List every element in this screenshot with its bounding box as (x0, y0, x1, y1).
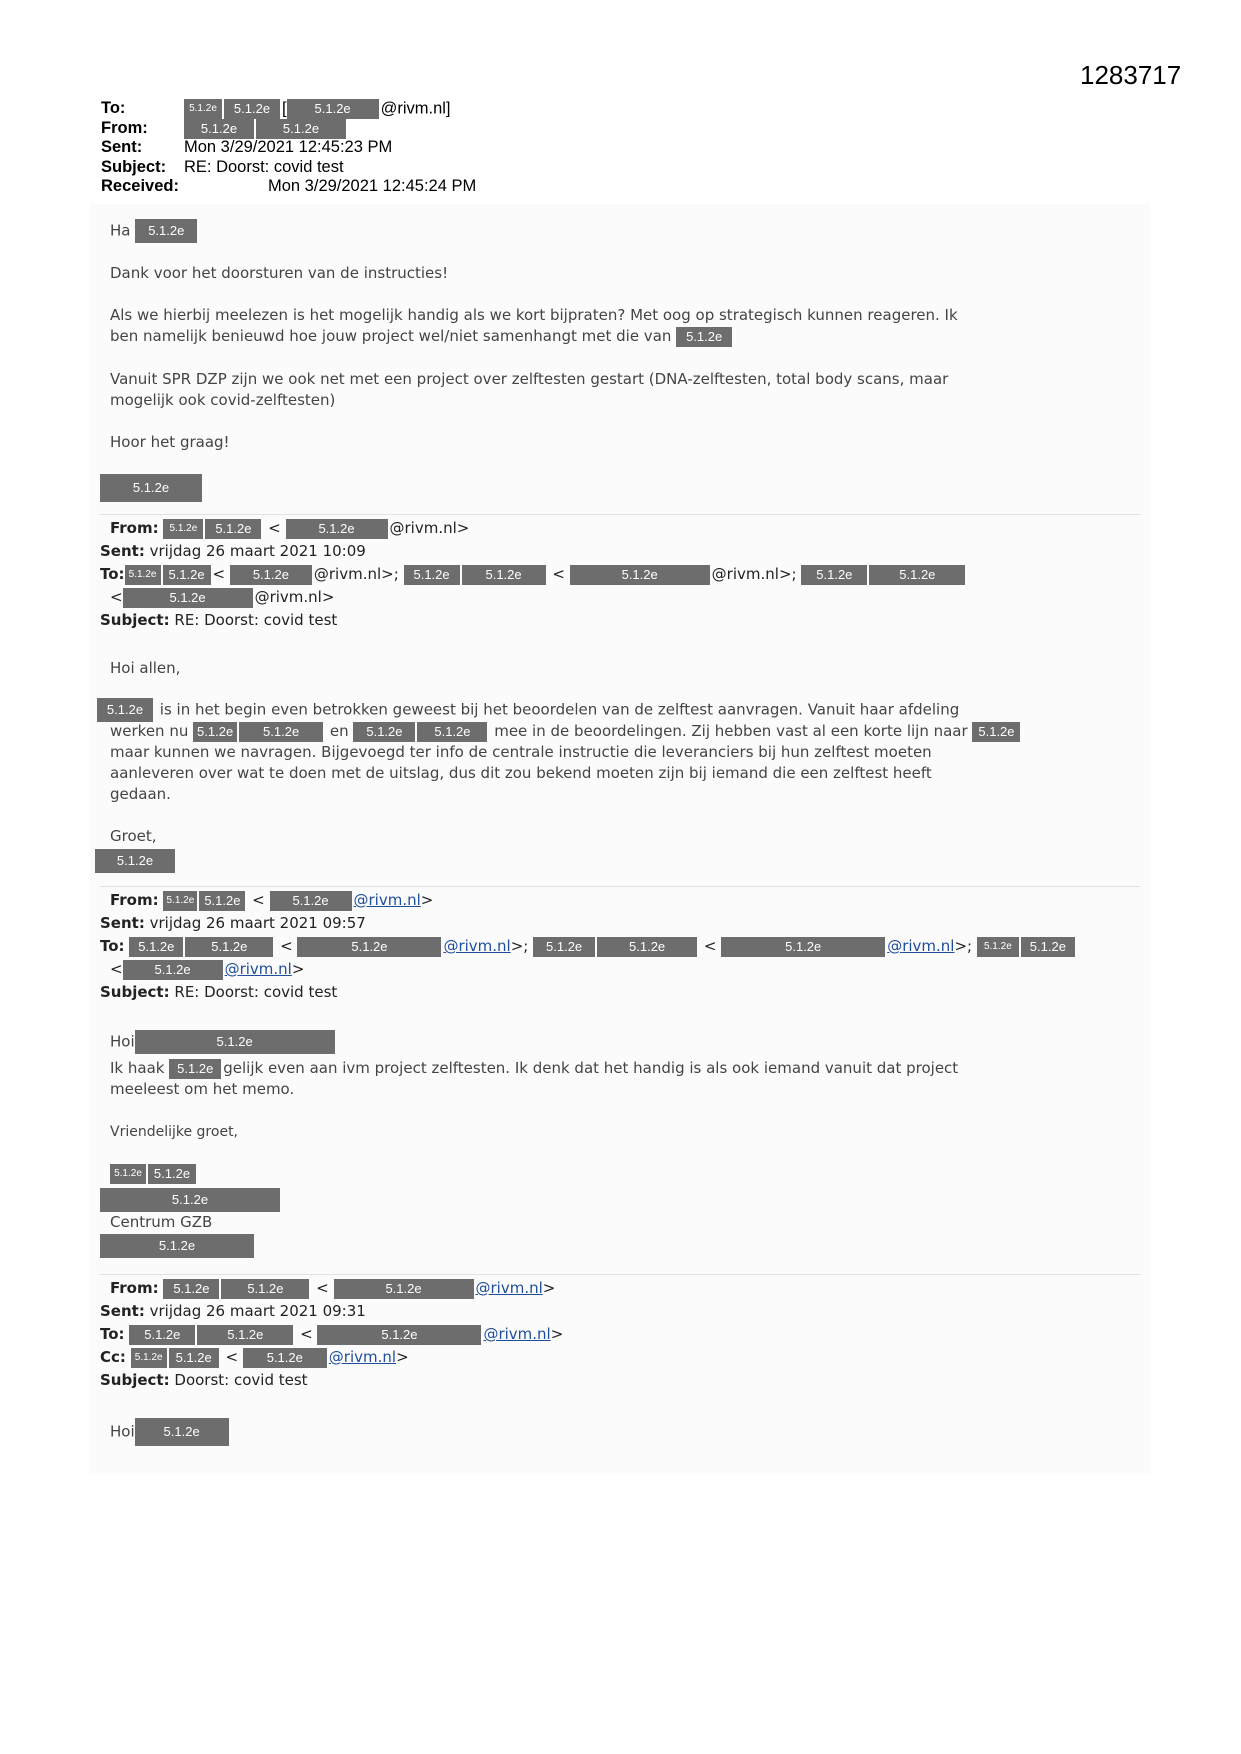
redaction: 5.1.2e (163, 565, 211, 585)
redaction: 5.1.2e (131, 1348, 167, 1368)
redaction: 5.1.2e (597, 937, 697, 957)
redaction: 5.1.2e (972, 722, 1020, 742)
msg3-greeting (110, 1030, 337, 1054)
redaction: 5.1.2e (163, 519, 203, 539)
msg4-from-row: From: 5.1.2e 5.1.2e < 5.1.2e @rivm.nl> (110, 1279, 556, 1297)
sent-value: Mon 3/29/2021 12:45:23 PM (184, 138, 393, 156)
email-link[interactable]: @rivm.nl (443, 937, 511, 955)
msg2-line-1 (97, 698, 959, 722)
subject-value: RE: Doorst: covid test (184, 157, 344, 176)
paragraph-line: en (329, 722, 349, 740)
msg4-greeting (110, 1418, 231, 1446)
subject-value: RE: Doorst: covid test (174, 611, 338, 629)
sent-label: Sent: (100, 914, 145, 932)
redaction: 5.1.2e (135, 1418, 229, 1446)
from-suffix: @rivm.nl> (389, 519, 470, 537)
msg3-department: Centrum GZB (110, 1213, 213, 1231)
email-link[interactable]: @rivm.nl (328, 1348, 397, 1366)
to-label: To: (100, 565, 125, 583)
msg4-subject-row (100, 1370, 308, 1391)
to-suffix: @rivm.nl] (380, 99, 451, 118)
redaction: 5.1.2e (334, 1279, 474, 1299)
redaction: 5.1.2e (135, 1030, 335, 1054)
email-link[interactable]: @rivm.nl (224, 960, 292, 978)
subject-label: Subject: (100, 611, 170, 629)
redaction: 5.1.2e (163, 1279, 219, 1299)
sent-label: Sent: (101, 138, 143, 156)
redaction: 5.1.2e (95, 849, 175, 873)
to-suffix: @rivm.nl>; (313, 565, 399, 583)
subject-label: Subject: (100, 983, 170, 1001)
redaction: 5.1.2e (129, 1325, 195, 1345)
msg2-from-row: From: 5.1.2e 5.1.2e < 5.1.2e @rivm.nl> (110, 519, 470, 537)
paragraph-line: Vanuit SPR DZP zijn we ook net met een project over zelftesten gestart (DNA-zelftesten, total body scans, maar (110, 370, 949, 388)
msg2-to-row-continued: < 5.1.2e @rivm.nl> (110, 588, 335, 606)
from-label: From: (110, 891, 159, 909)
redaction: 5.1.2e (184, 99, 222, 119)
to-label: To: (101, 99, 126, 117)
from-label: From: (101, 118, 148, 137)
email-link[interactable]: @rivm.nl (475, 1279, 543, 1297)
redaction: 5.1.2e (230, 565, 312, 585)
redaction: 5.1.2e (417, 722, 487, 742)
email-link[interactable]: @rivm.nl (887, 937, 955, 955)
msg2-greeting: Hoi allen, (110, 659, 181, 677)
redaction: 5.1.2e (869, 565, 965, 585)
paragraph-line: gelijk even aan ivm project zelftesten. Ik denk dat het handig is als ook iemand vanuit dat project (223, 1059, 959, 1077)
document-number: 1283717 (1080, 60, 1182, 90)
redaction: 5.1.2e (977, 937, 1019, 957)
reply-signature (100, 474, 204, 502)
redaction: 5.1.2e (100, 474, 202, 502)
redaction: 5.1.2e (239, 722, 323, 742)
subject-label: Subject: (101, 157, 167, 176)
msg2-sent-row (100, 541, 366, 562)
redaction: 5.1.2e (270, 891, 352, 911)
message-separator (100, 1274, 1140, 1275)
paragraph-line: Ik haak (110, 1059, 165, 1077)
msg4-sent-row (100, 1301, 366, 1322)
greeting-text: Hoi (110, 1032, 135, 1051)
redaction: 5.1.2e (570, 565, 710, 585)
sent-label: Sent: (100, 1302, 145, 1320)
msg3-sent-row (100, 913, 366, 934)
sent-value: vrijdag 26 maart 2021 09:31 (149, 1302, 366, 1320)
reply-paragraph-4: Hoor het graag! (110, 433, 230, 451)
redaction: 5.1.2e (533, 937, 595, 957)
redaction: 5.1.2e (125, 565, 161, 585)
redaction: 5.1.2e (169, 1348, 219, 1368)
greeting-text: Hoi (110, 1422, 135, 1441)
msg3-closing: Vriendelijke groet, (110, 1124, 239, 1140)
message-separator (100, 886, 1140, 887)
redaction: 5.1.2e (129, 937, 183, 957)
redaction: 5.1.2e (353, 722, 415, 742)
received-label: Received: (101, 177, 179, 195)
redaction: 5.1.2e (110, 1164, 146, 1184)
reply-paragraph-1: Dank voor het doorsturen van de instructies! (110, 264, 449, 282)
msg4-to-row: To: 5.1.2e 5.1.2e < 5.1.2e @rivm.nl> (100, 1325, 564, 1343)
redaction: 5.1.2e (197, 1325, 293, 1345)
redaction: 5.1.2e (97, 698, 153, 722)
redaction: 5.1.2e (1021, 937, 1075, 957)
redaction: 5.1.2e (184, 119, 254, 139)
message-separator (100, 514, 1140, 515)
msg3-signature (110, 1164, 198, 1184)
msg3-line-1 (110, 1058, 958, 1079)
msg2-line-2 (110, 721, 1022, 742)
from-label: From: (110, 519, 159, 537)
to-label: To: (100, 937, 125, 955)
redaction: 5.1.2e (123, 960, 223, 980)
sent-value: vrijdag 26 maart 2021 10:09 (149, 542, 366, 560)
redaction: 5.1.2e (221, 1279, 309, 1299)
msg3-to-row-continued: < 5.1.2e @rivm.nl> (110, 960, 305, 978)
paragraph-line: mee in de beoordelingen. Zij hebben vast al een korte lijn naar (494, 722, 968, 740)
paragraph-line: ben namelijk benieuwd hoe jouw project wel/niet samenhangt met die van (110, 327, 672, 345)
from-value (184, 119, 348, 139)
redaction: 5.1.2e (123, 588, 253, 608)
redaction: 5.1.2e (721, 937, 885, 957)
greeting-text: Ha (110, 221, 131, 240)
to-value: 5.1.2e 5.1.2e [ 5.1.2e @rivm.nl] (184, 99, 451, 119)
email-link[interactable]: @rivm.nl (353, 891, 421, 909)
redaction: 5.1.2e (148, 1164, 196, 1184)
redaction: 5.1.2e (135, 219, 197, 243)
subject-label: Subject: (100, 1371, 170, 1389)
redaction: 5.1.2e (185, 937, 273, 957)
to-suffix: @rivm.nl>; (711, 565, 797, 583)
redaction: 5.1.2e (286, 519, 388, 539)
to-label: To: (100, 1325, 125, 1343)
msg2-closing: Groet, (110, 827, 157, 845)
sent-label: Sent: (100, 542, 145, 560)
msg2-signature (95, 849, 177, 873)
redaction: 5.1.2e (462, 565, 546, 585)
cc-label: Cc: (100, 1348, 126, 1366)
redaction: 5.1.2e (169, 1059, 221, 1079)
redaction: 5.1.2e (163, 891, 197, 911)
msg2-to-row: To: 5.1.2e 5.1.2e < 5.1.2e @rivm.nl>; 5.1.2e 5.1.2e < 5.1.2e @rivm.nl>; 5.1.2e 5.1.2e (100, 564, 967, 585)
msg4-cc-row: Cc: 5.1.2e 5.1.2e < 5.1.2e @rivm.nl> (100, 1348, 409, 1366)
received-value: Mon 3/29/2021 12:45:24 PM (268, 177, 477, 195)
msg2-line-3: maar kunnen we navragen. Bijgevoegd ter info de centrale instructie die leveranciers bij hun zelftest moeten (110, 743, 932, 761)
msg3-from-row: From: 5.1.2e 5.1.2e < 5.1.2e @rivm.nl> (110, 891, 434, 909)
redaction: 5.1.2e (100, 1188, 280, 1212)
msg2-line-5: gedaan. (110, 785, 171, 803)
email-link[interactable]: @rivm.nl (483, 1325, 551, 1343)
paragraph-line: Als we hierbij meelezen is het mogelijk handig als we kort bijpraten? Met oog op strategisch kunnen reageren. Ik (110, 306, 958, 324)
paragraph-line: werken nu (110, 722, 189, 740)
to-suffix: @rivm.nl> (254, 588, 335, 606)
msg3-signature-extra (100, 1234, 256, 1258)
reply-paragraph-3 (110, 369, 948, 411)
redaction: 5.1.2e (287, 99, 379, 119)
paragraph-line: is in het begin even betrokken geweest bij het beoordelen van de zelftest aanvragen. Vanuit haar afdeling (159, 700, 960, 719)
redaction: 5.1.2e (193, 722, 237, 742)
redaction: 5.1.2e (801, 565, 867, 585)
redaction: 5.1.2e (100, 1234, 254, 1258)
from-label: From: (110, 1279, 159, 1297)
msg3-subject-row (100, 982, 337, 1003)
reply-greeting (110, 219, 199, 243)
subject-value: Doorst: covid test (174, 1371, 308, 1389)
redaction: 5.1.2e (256, 119, 346, 139)
redaction: 5.1.2e (404, 565, 460, 585)
msg3-to-row: To: 5.1.2e 5.1.2e < 5.1.2e @rivm.nl>; 5.1.2e 5.1.2e < 5.1.2e @rivm.nl>; 5.1.2e 5.1.2e (100, 936, 1077, 957)
paragraph-line: mogelijk ook covid-zelftesten) (110, 391, 336, 409)
msg2-line-4: aanleveren over wat te doen met de uitslag, dus dit zou bekend moeten zijn bij iemand die een zelftest heeft (110, 764, 932, 782)
redaction: 5.1.2e (317, 1325, 481, 1345)
sent-value: vrijdag 26 maart 2021 09:57 (149, 914, 366, 932)
msg3-signature-name (100, 1188, 282, 1212)
msg3-line-2: meeleest om het memo. (110, 1080, 295, 1098)
redaction: 5.1.2e (243, 1348, 327, 1368)
redaction: 5.1.2e (224, 99, 280, 119)
msg2-subject-row (100, 610, 337, 631)
subject-value: RE: Doorst: covid test (174, 983, 338, 1001)
redaction: 5.1.2e (297, 937, 441, 957)
redaction: 5.1.2e (199, 891, 245, 911)
redaction: 5.1.2e (205, 519, 261, 539)
redaction: 5.1.2e (676, 327, 732, 347)
reply-paragraph-2 (110, 305, 958, 347)
